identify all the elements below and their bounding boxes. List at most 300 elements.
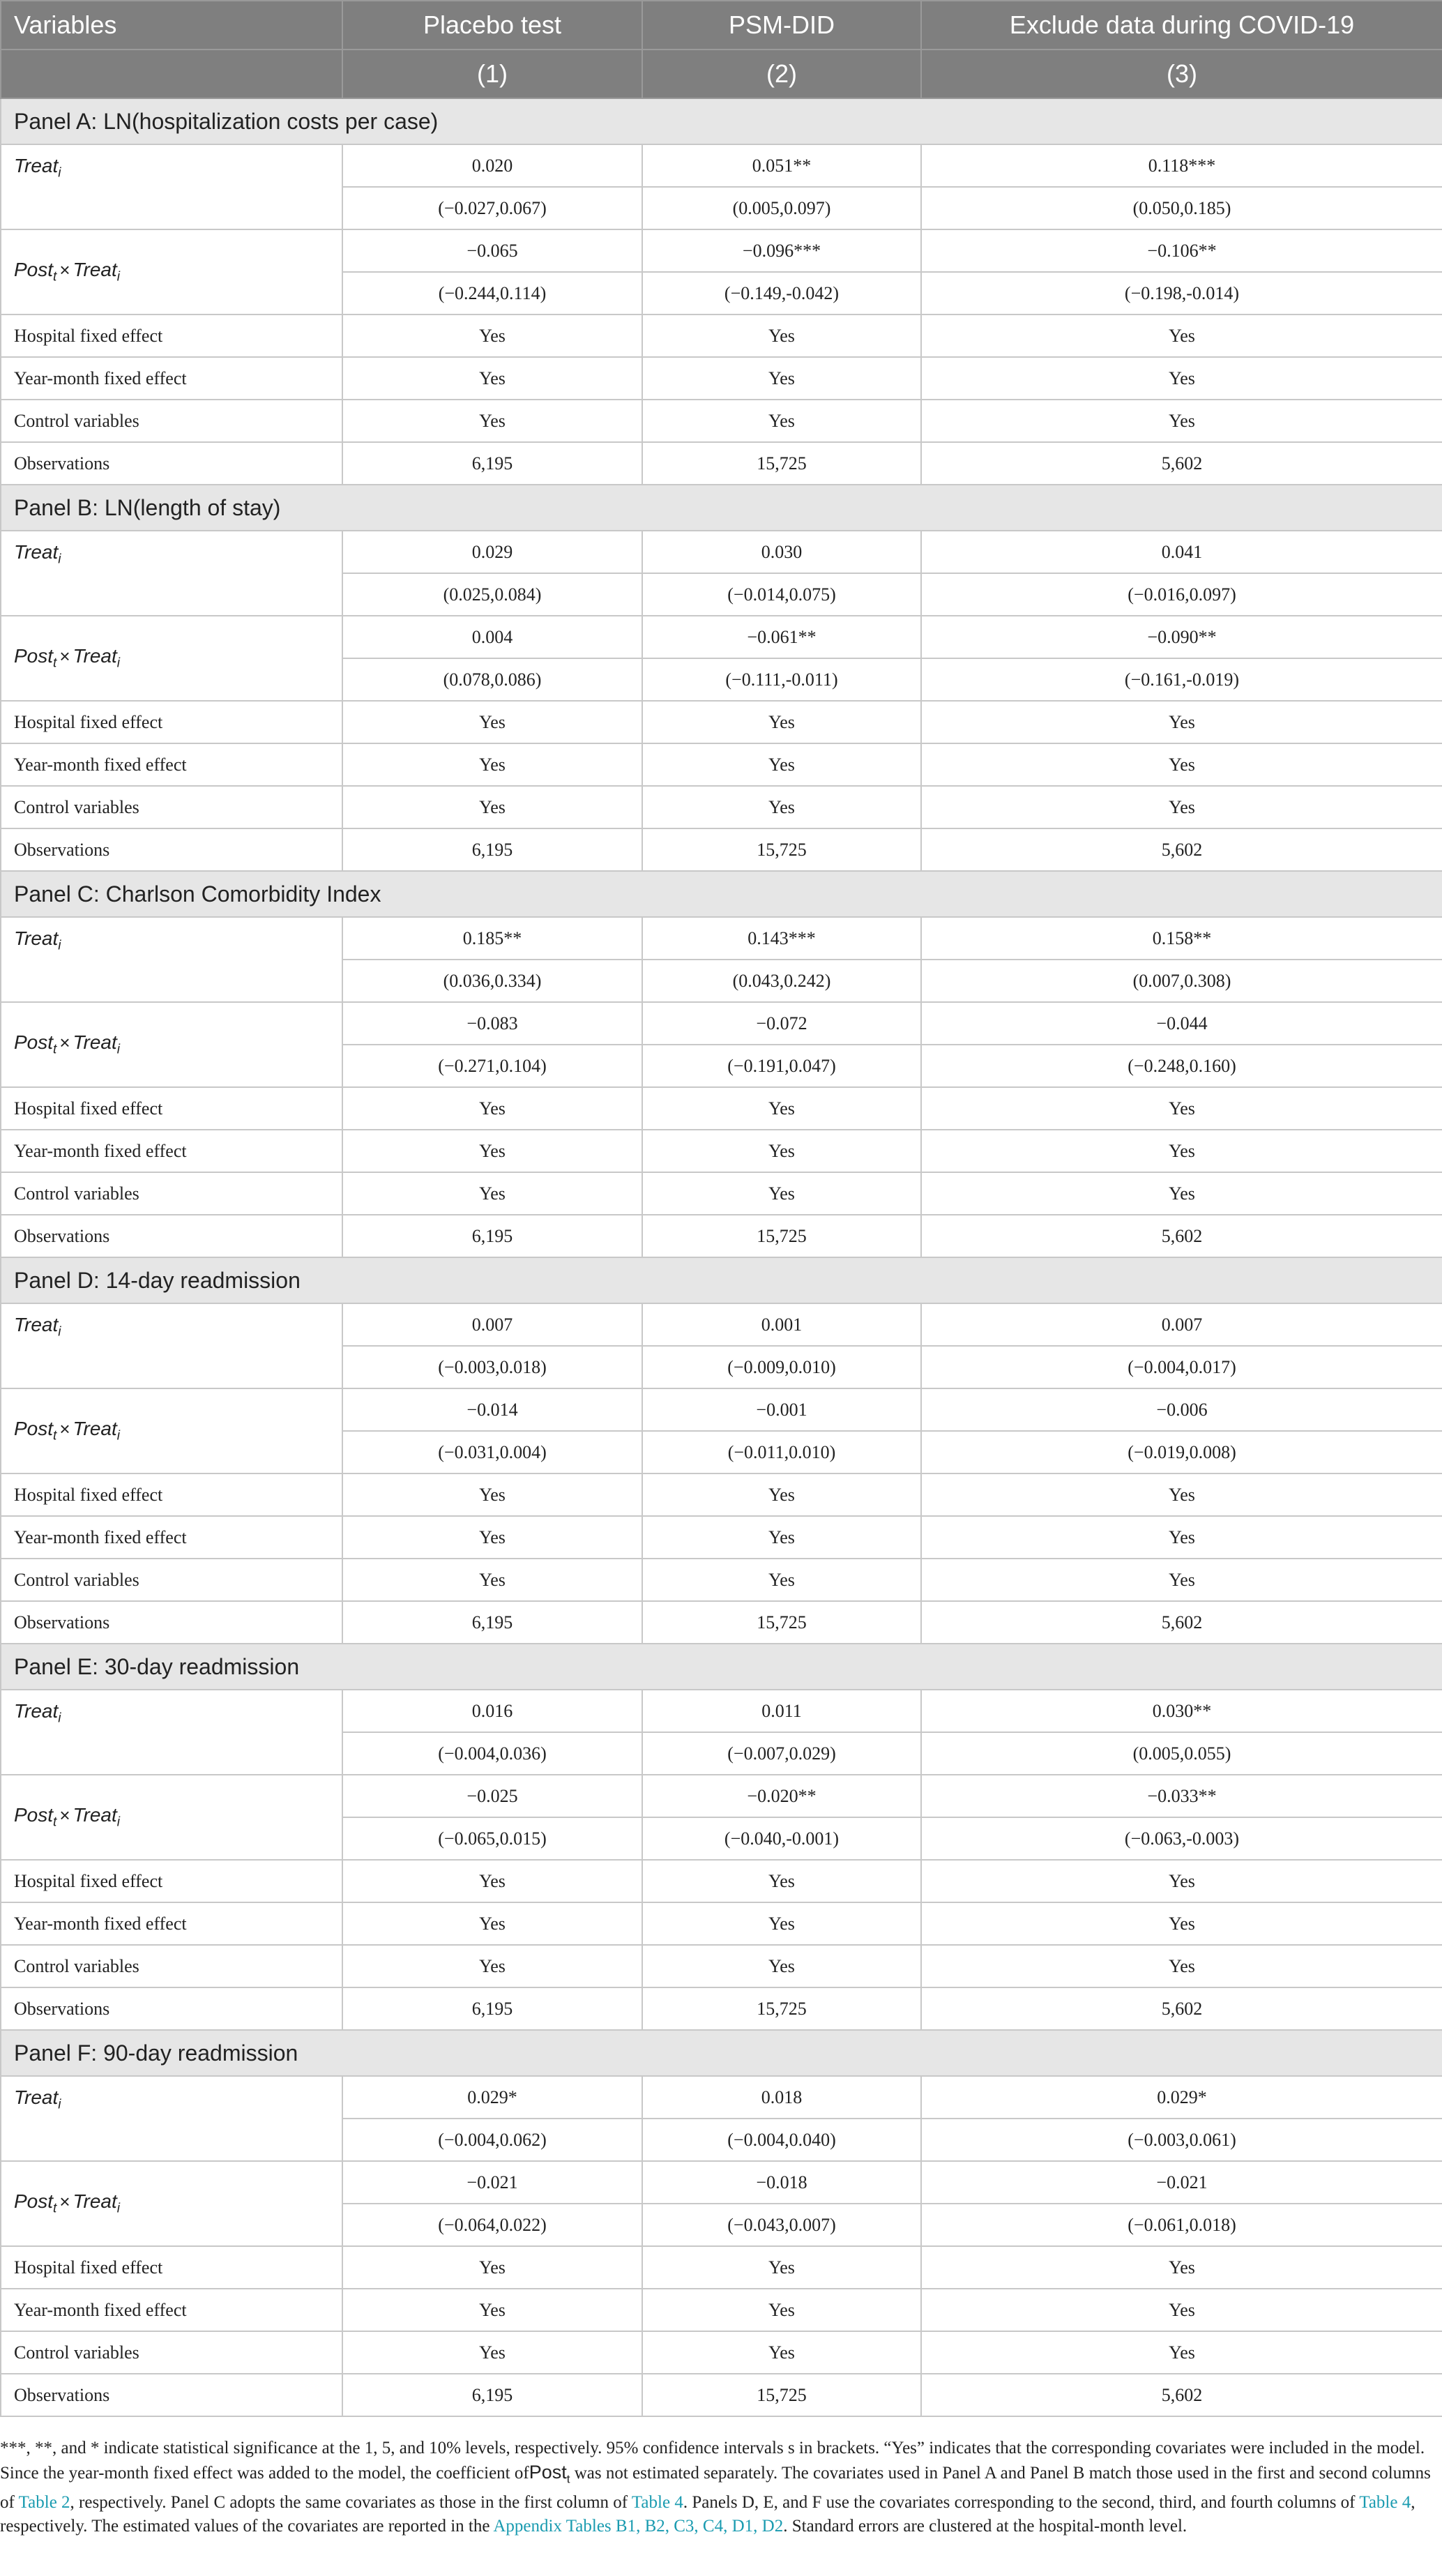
confidence-interval-cell: (−0.027,0.067) (342, 187, 642, 229)
year-month-fixed-effect-value: Yes (342, 743, 642, 786)
year-month-fixed-effect-value: Yes (342, 1130, 642, 1172)
hospital-fixed-effect-label: Hospital fixed effect (1, 1473, 342, 1516)
control-variables-row (1, 1172, 1442, 1215)
control-variables-value: Yes (642, 2331, 921, 2374)
treat-sub: i (116, 656, 121, 671)
treat-label (1, 917, 342, 1002)
treat-sub: i (116, 1042, 121, 1057)
panel-header-row (1, 871, 1442, 917)
panel-title: Panel F: 90-day readmission (1, 2030, 1442, 2076)
observations-value: 6,195 (342, 1987, 642, 2030)
control-variables-label: Control variables (1, 400, 342, 442)
control-variables-value: Yes (342, 786, 642, 828)
coefficient-row (1, 616, 1442, 658)
year-month-fixed-effect-label: Year-month fixed effect (1, 1516, 342, 1559)
hospital-fixed-effect-label: Hospital fixed effect (1, 315, 342, 357)
coefficient-cell: 0.001 (642, 1303, 921, 1346)
coefficient-row (1, 229, 1442, 272)
treat-sub: i (58, 165, 61, 181)
panel-header-row (1, 1257, 1442, 1303)
hospital-fixed-effect-value: Yes (921, 1473, 1442, 1516)
treat-base: Treat (73, 1418, 117, 1440)
footnote-text-1: ***, **, and * indicate statistical significance at the 1, 5, and 10% levels, respectively. 95% confidence intervals s in brackets. “Yes” indicates that the corresponding covariates were included in the model. Since the year-month fixed effect was added to the model, the coefficient of (0, 2439, 1425, 2483)
confidence-interval-cell: (−0.271,0.104) (342, 1045, 642, 1087)
year-month-fixed-effect-label: Year-month fixed effect (1, 2289, 342, 2331)
year-month-fixed-effect-label: Year-month fixed effect (1, 1902, 342, 1945)
post-treat-label (1, 229, 342, 315)
control-variables-value: Yes (921, 400, 1442, 442)
post-variable (14, 645, 57, 671)
treat-base: Treat (14, 155, 59, 176)
observations-row (1, 1215, 1442, 1257)
header-number-row (1, 50, 1442, 98)
observations-label: Observations (1, 442, 342, 485)
observations-label: Observations (1, 2374, 342, 2416)
treat-label (1, 531, 342, 616)
column-number-1: (1) (342, 50, 642, 98)
panel-header-row (1, 2030, 1442, 2076)
confidence-interval-cell: (−0.003,0.018) (342, 1346, 642, 1388)
observations-value: 15,725 (642, 442, 921, 485)
treat-sub: i (116, 2201, 121, 2216)
post-base: Post (14, 2190, 54, 2213)
observations-row (1, 828, 1442, 871)
hospital-fixed-effect-value: Yes (642, 315, 921, 357)
year-month-fixed-effect-row (1, 1902, 1442, 1945)
observations-value: 15,725 (642, 828, 921, 871)
confidence-interval-cell: (−0.248,0.160) (921, 1045, 1442, 1087)
times-symbol: × (59, 1805, 70, 1826)
coefficient-cell: −0.065 (342, 229, 642, 272)
post-base: Post (14, 1804, 54, 1826)
observations-label: Observations (1, 1215, 342, 1257)
year-month-fixed-effect-row (1, 1516, 1442, 1559)
coefficient-cell: 0.051** (642, 144, 921, 187)
hospital-fixed-effect-value: Yes (642, 1860, 921, 1902)
confidence-interval-cell: (−0.009,0.010) (642, 1346, 921, 1388)
post-base: Post (14, 645, 54, 667)
footnote-text-4: . Panels D, E, and F use the covariates corresponding to the second, third, and fourth columns of (683, 2493, 1360, 2513)
footnote-text-3: , respectively. Panel C adopts the same covariates as those in the first column of (70, 2493, 632, 2513)
coefficient-cell: −0.090** (921, 616, 1442, 658)
table4-link[interactable]: Table 4 (631, 2493, 683, 2513)
year-month-fixed-effect-row (1, 357, 1442, 400)
confidence-interval-cell: (0.078,0.086) (342, 658, 642, 701)
post-treat-label (1, 1775, 342, 1860)
hospital-fixed-effect-value: Yes (921, 315, 1442, 357)
confidence-interval-cell: (−0.244,0.114) (342, 272, 642, 315)
header-row (1, 1, 1442, 50)
confidence-interval-cell: (0.005,0.055) (921, 1732, 1442, 1775)
hospital-fixed-effect-value: Yes (342, 315, 642, 357)
coefficient-cell: 0.018 (642, 2076, 921, 2119)
control-variables-value: Yes (642, 1945, 921, 1987)
panel-header-row (1, 1644, 1442, 1690)
year-month-fixed-effect-value: Yes (921, 743, 1442, 786)
post-base: Post (14, 1418, 54, 1440)
year-month-fixed-effect-value: Yes (342, 1516, 642, 1559)
post-treat-label (1, 2161, 342, 2246)
treat-base: Treat (73, 2190, 117, 2213)
post-variable (14, 259, 57, 285)
coefficient-row (1, 1002, 1442, 1045)
treat-sub: i (116, 1428, 121, 1444)
confidence-interval-cell: (−0.004,0.040) (642, 2119, 921, 2161)
coefficient-row (1, 1388, 1442, 1431)
treat-variable (14, 1314, 61, 1340)
post-sub: t (53, 1428, 57, 1444)
observations-row (1, 1987, 1442, 2030)
treat-base: Treat (14, 1314, 59, 1335)
coefficient-cell: 0.041 (921, 531, 1442, 573)
control-variables-value: Yes (342, 400, 642, 442)
control-variables-row (1, 400, 1442, 442)
year-month-fixed-effect-value: Yes (642, 1902, 921, 1945)
coefficient-cell: 0.158** (921, 917, 1442, 960)
appendix-tables-link[interactable]: Appendix Tables B1, B2, C3, C4, D1, D2 (493, 2517, 784, 2536)
panel-title: Panel A: LN(hospitalization costs per case) (1, 98, 1442, 144)
hospital-fixed-effect-row (1, 1087, 1442, 1130)
confidence-interval-cell: (−0.014,0.075) (642, 573, 921, 616)
treat-variable (14, 1700, 61, 1726)
hospital-fixed-effect-row (1, 315, 1442, 357)
treat-base: Treat (73, 645, 117, 667)
coefficient-cell: −0.096*** (642, 229, 921, 272)
column-number-3: (3) (921, 50, 1442, 98)
panel-header-row (1, 485, 1442, 531)
confidence-interval-cell: (−0.161,-0.019) (921, 658, 1442, 701)
confidence-interval-cell: (−0.004,0.062) (342, 2119, 642, 2161)
times-symbol: × (59, 646, 70, 667)
panel-header-row (1, 98, 1442, 144)
control-variables-value: Yes (642, 786, 921, 828)
confidence-interval-cell: (0.007,0.308) (921, 960, 1442, 1002)
post-sub: t (53, 2201, 57, 2216)
table-footnote (0, 2427, 1442, 2538)
treat-variable (14, 2086, 61, 2112)
post-sub: t (53, 1042, 57, 1057)
coefficient-row (1, 917, 1442, 960)
hospital-fixed-effect-value: Yes (921, 1860, 1442, 1902)
post-sub: t (53, 1814, 57, 1830)
coefficient-cell: −0.044 (921, 1002, 1442, 1045)
observations-row (1, 2374, 1442, 2416)
year-month-fixed-effect-value: Yes (642, 357, 921, 400)
post-variable (14, 1418, 57, 1444)
confidence-interval-cell: (−0.004,0.036) (342, 1732, 642, 1775)
post-sub: t (53, 269, 57, 285)
hospital-fixed-effect-value: Yes (342, 1087, 642, 1130)
observations-value: 6,195 (342, 442, 642, 485)
control-variables-row (1, 1559, 1442, 1601)
year-month-fixed-effect-label: Year-month fixed effect (1, 743, 342, 786)
year-month-fixed-effect-value: Yes (921, 1130, 1442, 1172)
observations-value: 6,195 (342, 828, 642, 871)
panel-title: Panel D: 14-day readmission (1, 1257, 1442, 1303)
hospital-fixed-effect-value: Yes (921, 2246, 1442, 2289)
header-blank (1, 50, 342, 98)
post-base: Post (14, 259, 54, 281)
treat-base: Treat (73, 259, 117, 281)
coefficient-cell: 0.007 (921, 1303, 1442, 1346)
footnote-text-2: was not estimated separately. The covariates used in Panel A and Panel B match those used in the first and second columns of (0, 2464, 1431, 2513)
coefficient-cell: −0.021 (342, 2161, 642, 2204)
confidence-interval-cell: (−0.043,0.007) (642, 2204, 921, 2246)
confidence-interval-cell: (−0.007,0.029) (642, 1732, 921, 1775)
treat-sub: i (58, 1324, 61, 1340)
year-month-fixed-effect-value: Yes (921, 357, 1442, 400)
observations-label: Observations (1, 828, 342, 871)
times-symbol: × (59, 259, 70, 281)
year-month-fixed-effect-value: Yes (342, 2289, 642, 2331)
coefficient-row (1, 144, 1442, 187)
footnote-post-base: Post (529, 2462, 567, 2483)
confidence-interval-cell: (0.005,0.097) (642, 187, 921, 229)
observations-value: 6,195 (342, 2374, 642, 2416)
coefficient-cell: −0.033** (921, 1775, 1442, 1817)
control-variables-label: Control variables (1, 1172, 342, 1215)
control-variables-label: Control variables (1, 2331, 342, 2374)
year-month-fixed-effect-value: Yes (642, 1516, 921, 1559)
coefficient-cell: 0.007 (342, 1303, 642, 1346)
control-variables-value: Yes (921, 1559, 1442, 1601)
coefficient-cell: −0.014 (342, 1388, 642, 1431)
treat-sub: i (116, 269, 121, 285)
treat-variable (14, 927, 61, 953)
coefficient-row (1, 531, 1442, 573)
coefficient-cell: −0.061** (642, 616, 921, 658)
confidence-interval-cell: (−0.065,0.015) (342, 1817, 642, 1860)
treat-sub: i (116, 1814, 121, 1830)
times-symbol: × (59, 1418, 70, 1440)
treat-variable (73, 2190, 121, 2216)
coefficient-row (1, 2161, 1442, 2204)
hospital-fixed-effect-label: Hospital fixed effect (1, 1860, 342, 1902)
observations-value: 15,725 (642, 1601, 921, 1644)
coefficient-cell: −0.025 (342, 1775, 642, 1817)
post-treat-label (1, 616, 342, 701)
post-treat-label (1, 1002, 342, 1087)
observations-value: 5,602 (921, 1215, 1442, 1257)
confidence-interval-cell: (−0.011,0.010) (642, 1431, 921, 1473)
hospital-fixed-effect-value: Yes (642, 1087, 921, 1130)
control-variables-value: Yes (642, 1172, 921, 1215)
hospital-fixed-effect-row (1, 701, 1442, 743)
post-variable (14, 2190, 57, 2216)
hospital-fixed-effect-label: Hospital fixed effect (1, 1087, 342, 1130)
post-base: Post (14, 1031, 54, 1054)
year-month-fixed-effect-value: Yes (921, 1902, 1442, 1945)
footnote-post-sub: t (566, 2472, 570, 2486)
treat-base: Treat (14, 927, 59, 949)
treat-base: Treat (14, 541, 59, 563)
confidence-interval-cell: (−0.019,0.008) (921, 1431, 1442, 1473)
coefficient-row (1, 1775, 1442, 1817)
control-variables-row (1, 1945, 1442, 1987)
column-number-2: (2) (642, 50, 921, 98)
treat-variable (14, 155, 61, 181)
confidence-interval-cell: (0.036,0.334) (342, 960, 642, 1002)
observations-row (1, 1601, 1442, 1644)
post-variable (14, 1031, 57, 1057)
treat-variable (14, 541, 61, 567)
footnote-post-variable (529, 2462, 570, 2486)
confidence-interval-cell: (0.025,0.084) (342, 573, 642, 616)
year-month-fixed-effect-value: Yes (642, 1130, 921, 1172)
year-month-fixed-effect-value: Yes (921, 2289, 1442, 2331)
post-treat-label (1, 1388, 342, 1473)
coefficient-cell: 0.029 (342, 531, 642, 573)
footnote-text-6: . Standard errors are clustered at the hospital-month level. (783, 2517, 1187, 2536)
post-variable (14, 1804, 57, 1830)
treat-variable (73, 645, 121, 671)
control-variables-value: Yes (921, 1945, 1442, 1987)
hospital-fixed-effect-row (1, 1473, 1442, 1516)
times-symbol: × (59, 2191, 70, 2213)
hospital-fixed-effect-value: Yes (642, 1473, 921, 1516)
control-variables-value: Yes (921, 786, 1442, 828)
hospital-fixed-effect-value: Yes (642, 2246, 921, 2289)
year-month-fixed-effect-value: Yes (642, 743, 921, 786)
observations-value: 5,602 (921, 1987, 1442, 2030)
table4-link-second[interactable]: Table 4 (1359, 2493, 1411, 2513)
coefficient-cell: 0.030** (921, 1690, 1442, 1732)
year-month-fixed-effect-label: Year-month fixed effect (1, 357, 342, 400)
treat-base: Treat (14, 2086, 59, 2108)
observations-value: 5,602 (921, 828, 1442, 871)
control-variables-value: Yes (921, 2331, 1442, 2374)
observations-row (1, 442, 1442, 485)
confidence-interval-cell: (−0.191,0.047) (642, 1045, 921, 1087)
confidence-interval-cell: (−0.016,0.097) (921, 573, 1442, 616)
treat-label (1, 144, 342, 229)
observations-value: 6,195 (342, 1601, 642, 1644)
hospital-fixed-effect-value: Yes (342, 1860, 642, 1902)
confidence-interval-cell: (−0.003,0.061) (921, 2119, 1442, 2161)
coefficient-cell: 0.029* (342, 2076, 642, 2119)
control-variables-value: Yes (342, 2331, 642, 2374)
coefficient-cell: −0.018 (642, 2161, 921, 2204)
coefficient-cell: −0.001 (642, 1388, 921, 1431)
coefficient-cell: 0.118*** (921, 144, 1442, 187)
footnote-text-5: , respectively. The estimated values of the covariates are reported in the (0, 2493, 1416, 2536)
treat-base: Treat (73, 1031, 117, 1054)
confidence-interval-cell: (−0.061,0.018) (921, 2204, 1442, 2246)
treat-label (1, 1303, 342, 1388)
coefficient-cell: −0.072 (642, 1002, 921, 1045)
treat-sub: i (58, 1711, 61, 1726)
hospital-fixed-effect-label: Hospital fixed effect (1, 2246, 342, 2289)
treat-variable (73, 1804, 121, 1830)
control-variables-value: Yes (642, 1559, 921, 1601)
year-month-fixed-effect-value: Yes (342, 1902, 642, 1945)
coefficient-row (1, 1690, 1442, 1732)
confidence-interval-cell: (−0.149,-0.042) (642, 272, 921, 315)
panel-title: Panel C: Charlson Comorbidity Index (1, 871, 1442, 917)
control-variables-value: Yes (342, 1945, 642, 1987)
hospital-fixed-effect-value: Yes (342, 701, 642, 743)
confidence-interval-cell: (−0.064,0.022) (342, 2204, 642, 2246)
observations-label: Observations (1, 1987, 342, 2030)
year-month-fixed-effect-row (1, 2289, 1442, 2331)
coefficient-cell: −0.083 (342, 1002, 642, 1045)
control-variables-row (1, 2331, 1442, 2374)
treat-variable (73, 259, 121, 285)
hospital-fixed-effect-label: Hospital fixed effect (1, 701, 342, 743)
observations-value: 5,602 (921, 2374, 1442, 2416)
panel-title: Panel E: 30-day readmission (1, 1644, 1442, 1690)
control-variables-label: Control variables (1, 1559, 342, 1601)
column-header-3: Exclude data during COVID-19 (921, 1, 1442, 50)
coefficient-cell: 0.185** (342, 917, 642, 960)
confidence-interval-cell: (−0.198,-0.014) (921, 272, 1442, 315)
confidence-interval-cell: (0.050,0.185) (921, 187, 1442, 229)
confidence-interval-cell: (−0.040,-0.001) (642, 1817, 921, 1860)
table2-link[interactable]: Table 2 (18, 2493, 70, 2513)
treat-base: Treat (14, 1700, 59, 1722)
variables-header: Variables (1, 1, 342, 50)
treat-variable (73, 1031, 121, 1057)
year-month-fixed-effect-value: Yes (642, 2289, 921, 2331)
confidence-interval-cell: (−0.004,0.017) (921, 1346, 1442, 1388)
post-sub: t (53, 656, 57, 671)
observations-value: 15,725 (642, 2374, 921, 2416)
observations-value: 15,725 (642, 1215, 921, 1257)
observations-value: 15,725 (642, 1987, 921, 2030)
coefficient-cell: 0.004 (342, 616, 642, 658)
control-variables-value: Yes (342, 1172, 642, 1215)
times-symbol: × (59, 1032, 70, 1054)
observations-label: Observations (1, 1601, 342, 1644)
coefficient-cell: 0.030 (642, 531, 921, 573)
treat-variable (73, 1418, 121, 1444)
column-header-2: PSM-DID (642, 1, 921, 50)
confidence-interval-cell: (−0.111,-0.011) (642, 658, 921, 701)
coefficient-cell: −0.021 (921, 2161, 1442, 2204)
hospital-fixed-effect-row (1, 1860, 1442, 1902)
treat-sub: i (58, 552, 61, 567)
control-variables-value: Yes (921, 1172, 1442, 1215)
coefficient-cell: −0.020** (642, 1775, 921, 1817)
year-month-fixed-effect-value: Yes (921, 1516, 1442, 1559)
observations-value: 5,602 (921, 442, 1442, 485)
coefficient-cell: −0.006 (921, 1388, 1442, 1431)
coefficient-cell: 0.011 (642, 1690, 921, 1732)
hospital-fixed-effect-value: Yes (342, 2246, 642, 2289)
coefficient-cell: 0.029* (921, 2076, 1442, 2119)
hospital-fixed-effect-value: Yes (342, 1473, 642, 1516)
hospital-fixed-effect-value: Yes (921, 701, 1442, 743)
confidence-interval-cell: (0.043,0.242) (642, 960, 921, 1002)
treat-sub: i (58, 938, 61, 953)
year-month-fixed-effect-row (1, 1130, 1442, 1172)
coefficient-cell: −0.106** (921, 229, 1442, 272)
coefficient-cell: 0.143*** (642, 917, 921, 960)
coefficient-row (1, 2076, 1442, 2119)
treat-label (1, 1690, 342, 1775)
year-month-fixed-effect-label: Year-month fixed effect (1, 1130, 342, 1172)
coefficient-cell: 0.020 (342, 144, 642, 187)
control-variables-value: Yes (342, 1559, 642, 1601)
hospital-fixed-effect-value: Yes (921, 1087, 1442, 1130)
treat-sub: i (58, 2097, 61, 2112)
treat-label (1, 2076, 342, 2161)
observations-value: 5,602 (921, 1601, 1442, 1644)
control-variables-value: Yes (642, 400, 921, 442)
table-body (1, 98, 1442, 2416)
confidence-interval-cell: (−0.031,0.004) (342, 1431, 642, 1473)
confidence-interval-cell: (−0.063,-0.003) (921, 1817, 1442, 1860)
